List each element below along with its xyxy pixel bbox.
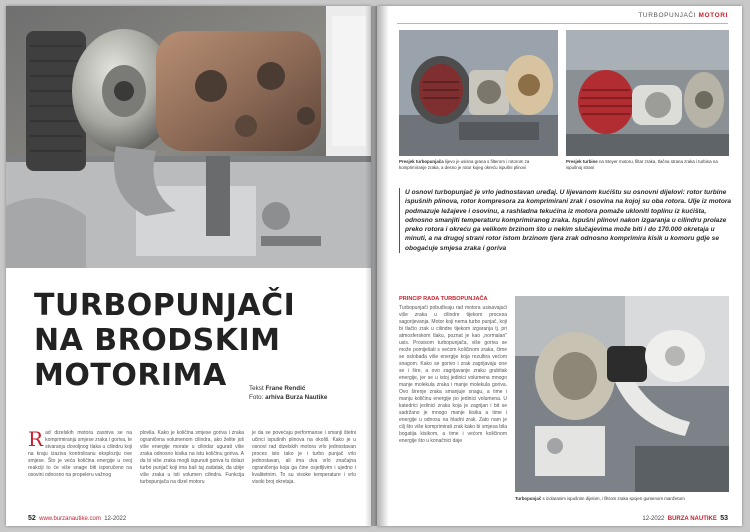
right-body-text: Turbopunjači pobuđivaju rad motora usisavajući više zraka u cilindre tijekom procesa sagorijevanja. Motor koji nema turbo punjač, koji bi tlačio zrak u cilindre tijekom izgaranja tj. pri atmosferskom tlaku, poznat je kao „normalan" usis. Prosisom turbopunjača, više goriva se može pomiješati s većom količinom zraka, čime se oslobađa više energije koja rezultira većom snagom. Kako se gorivo i zrak zagrijavaju one se i šire, a ovo zagrijavanje zraku grubitak energije, jer se u istoj jedinici volumena mnogo manje molekula zraka i manje molekula goriva. Ovo širenje zraka smanjuje snagu, a time i manju količinu energije po jedinici volumena. U katedrici jedinici zraka koja je zagrijan i bit se sadržano je mnogo manje kisika a time i energije u odnosu na hladni zrak. Zato nam je cilj što više komprimirati zrak kako bi smjesa bila bogatija kisikom, a time i većom količinom energije što u konačnici daje: [399, 305, 507, 444]
issue-label: 12-2022: [642, 516, 665, 522]
engine-photo: [6, 6, 371, 268]
title-line-2: NA BRODSKIM: [34, 323, 281, 358]
right-page: [377, 6, 742, 526]
magazine-name: BURZA NAUTIKE: [667, 516, 717, 522]
steyer-turbine-photo: [566, 30, 729, 156]
article-title: [34, 288, 295, 393]
body-column-1: [28, 427, 132, 479]
photo-credit: Foto: arhiva Burza Nautike: [249, 394, 328, 401]
body-text-3: je da se povećaju performanse i smanji štetni učinci ispušnih plinova na okoliš. Kako je u osnovi rad dizelskih motora vrlo jednostavan proces isto tako je i turbo punjač vrlo jednostavan, ali ima dva vrlo značajna ograničenja koja ga čine osjetljivim i ujedno i kvalitetnim. To su visoke temperature i vrlo visoki broj okretaja.: [252, 430, 356, 485]
left-page: [6, 6, 371, 526]
caption-photo-2: Presjek turbine na Steyer motoru, filtar zraka, tlačna strana zraka i turbina na ispušnoj strani: [566, 159, 718, 170]
turbo-cutaway-photo: [399, 30, 558, 156]
body-text-1: ad dizelskih motora zasniva se na komprimiranju smjese zraka i goriva, te stvaranju dovoljnog tlaka u cilindru koji na kraju izaziva kontroliranu eksploziju ove smjese. Što je veća količina energije u ovoj reakciji to će više snage biti isporučeno na osovini odnosno na propeleru važnog: [28, 430, 132, 478]
section-divider: [397, 23, 728, 24]
article-credits: [249, 384, 327, 402]
caption-photo-3: Turbopunjač s izolaranim ispušnim dijelom, i filtrom zraka spojen gumenom manžetom: [515, 496, 685, 501]
title-line-1: TURBOPUNJAČI: [34, 288, 296, 323]
title-line-3: MOTORIMA: [34, 358, 227, 393]
website-link[interactable]: www.burzanautike.com: [39, 516, 101, 522]
section-label: [638, 12, 728, 19]
caption-photo-1: Presjek turbopunjača lijevo je usisna grana s filterom i rotorom za komprimiranje zraka, a desno je rotor kojeg okreću ispušni plinovi: [399, 159, 530, 170]
body-column-3: [252, 430, 356, 486]
insulated-turbo-photo: [515, 296, 729, 492]
text-credit: Tekst Frane Rendić: [249, 385, 306, 392]
section-subheading: PRINCIP RADA TURBOPUNJAČA: [399, 296, 488, 302]
issue-label: 12-2022: [104, 516, 127, 522]
page-number: 52: [28, 515, 36, 522]
right-body-column: [399, 296, 507, 445]
right-folio: [642, 515, 728, 522]
body-text-2: plovila. Kako je količina smjese goriva i zraka ograničena volumenom cilindra, ako želite još više energije morate u cilindar ugurati više zraka odnosno kisika na istu količinu goriva. A da bi više zraka mogli ispunuti goriva tu dolazi turbo punjač koji ima baš taj zadatak, da ubije više zraka u isti volumen cilindra. Funkcija turbopunjača na dizel motoru: [140, 430, 244, 485]
page-number: 53: [720, 515, 728, 522]
drop-cap: R: [28, 427, 44, 451]
section-prefix: TURBOPUNJAČI: [638, 12, 699, 19]
section-accent: MOTORI: [698, 12, 728, 19]
body-column-2: [140, 430, 244, 486]
left-folio: [28, 515, 126, 522]
lead-paragraph: U osnovi turbopunjač je vrlo jednostavan uređaj. U lijevanom kućištu su osnovni dijelovi: rotor turbine ispušnih plinova, rotor kompresora za komprimirani zrak i osovina na kojoj su oba rotora. Ulje iz motora podmazuje ležajeve i osovinu, a rashladna tekućina iz motora pomaže ukloniti toplinu iz kućišta, odnosno smanjiti temperaturu komprimiranog zraka. Ispušni plinovi nakon izgaranja u cilindru prolaze preko rotora i okreću ga velikom brzinom što u nekim slučajevima može biti i do 170.000 okretaja u minuti, a na drugoj strani rotor istom brzinom tjera zrak odnosno komprimira kisik u komoru gdje se obogaćuje smjesa zraka i goriva: [399, 188, 735, 253]
